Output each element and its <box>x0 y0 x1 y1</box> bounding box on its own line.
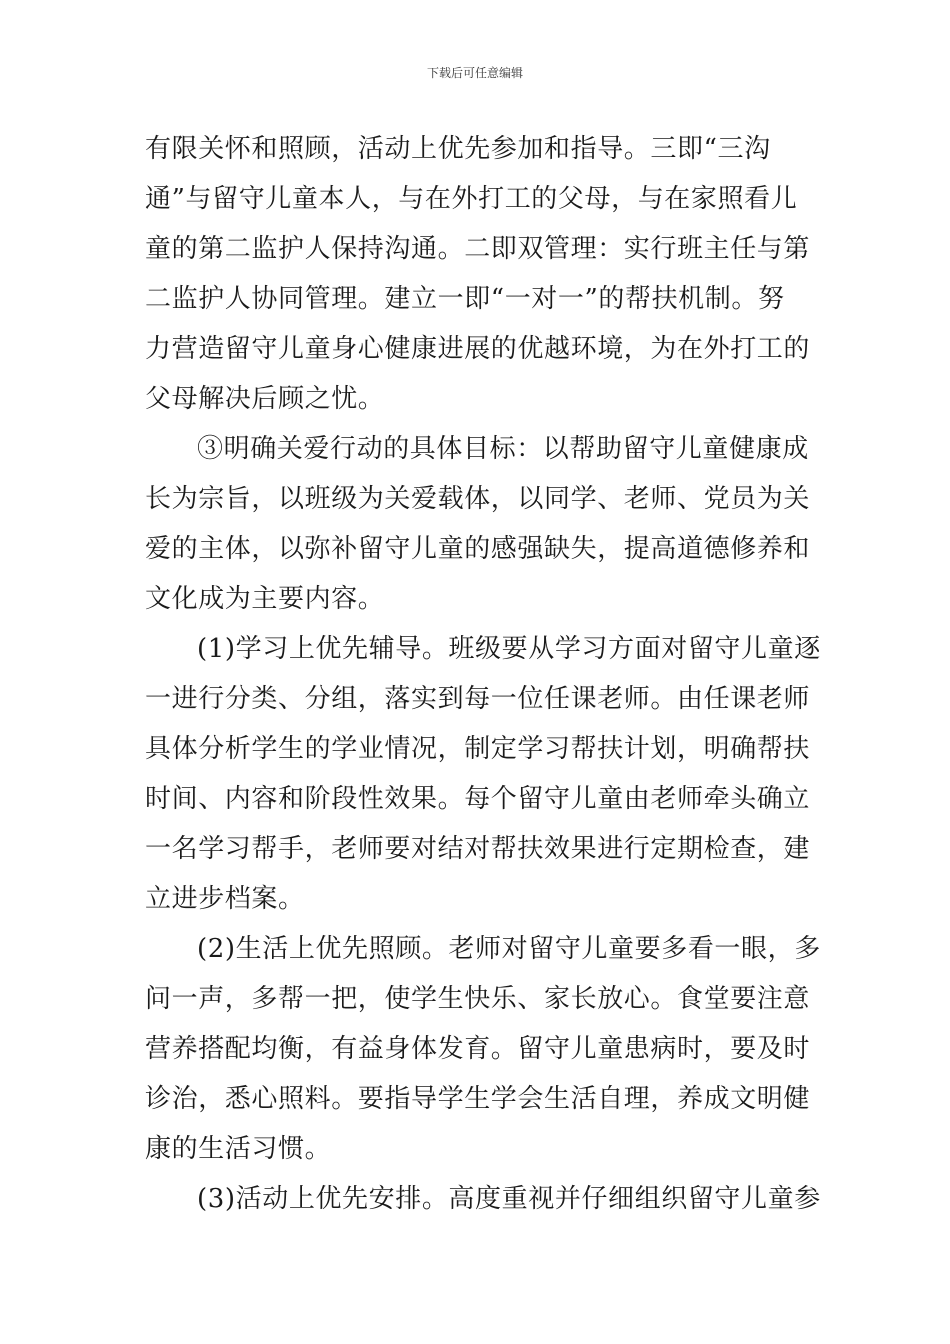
paragraph-first-line: (2)生活上优先照顾。老师对留守儿童要多看一眼，多 <box>197 934 821 964</box>
text-line: 二监护人协同管理。建立一即“一对一”的帮扶机制。努 <box>145 284 785 314</box>
text-line: 一名学习帮手，老师要对结对帮扶效果进行定期检查，建 <box>145 834 811 864</box>
text-line: 力营造留守儿童身心健康进展的优越环境，为在外打工的 <box>145 334 811 364</box>
document-body <box>145 124 821 1224</box>
text-line: 有限关怀和照顾，活动上优先参加和指导。三即“三沟 <box>145 134 771 164</box>
paragraph-first-line: ③明确关爱行动的具体目标：以帮助留守儿童健康成 <box>197 434 809 464</box>
text-line: 通”与留守儿童本人，与在外打工的父母，与在家照看儿 <box>145 184 798 214</box>
text-line: 一进行分类、分组，落实到每一位任课老师。由任课老师 <box>145 684 811 714</box>
text-line: 爱的主体，以弥补留守儿童的感强缺失，提高道德修养和 <box>145 534 811 564</box>
paragraph-first-line: (1)学习上优先辅导。班级要从学习方面对留守儿童逐 <box>197 634 821 664</box>
paragraph-first-line: (3)活动上优先安排。高度重视并仔细组织留守儿童参 <box>197 1184 821 1214</box>
text-line: 长为宗旨，以班级为关爱载体，以同学、老师、党员为关 <box>145 484 811 514</box>
text-line: 父母解决后顾之忧。 <box>145 384 385 414</box>
text-line: 立进步档案。 <box>145 884 305 914</box>
page-header: 下载后可任意编辑 <box>426 66 523 80</box>
text-line: 康的生活习惯。 <box>145 1134 332 1164</box>
text-line: 童的第二监护人保持沟通。二即双管理：实行班主任与第 <box>145 234 811 264</box>
text-line: 时间、内容和阶段性效果。每个留守儿童由老师牵头确立 <box>145 784 811 814</box>
text-line: 诊治，悉心照料。要指导学生学会生活自理，养成文明健 <box>145 1084 811 1114</box>
text-line: 营养搭配均衡，有益身体发育。留守儿童患病时，要及时 <box>145 1034 811 1064</box>
text-line: 具体分析学生的学业情况，制定学习帮扶计划，明确帮扶 <box>145 734 811 764</box>
text-line: 问一声，多帮一把，使学生快乐、家长放心。食堂要注意 <box>145 984 811 1014</box>
text-line: 文化成为主要内容。 <box>145 584 385 614</box>
